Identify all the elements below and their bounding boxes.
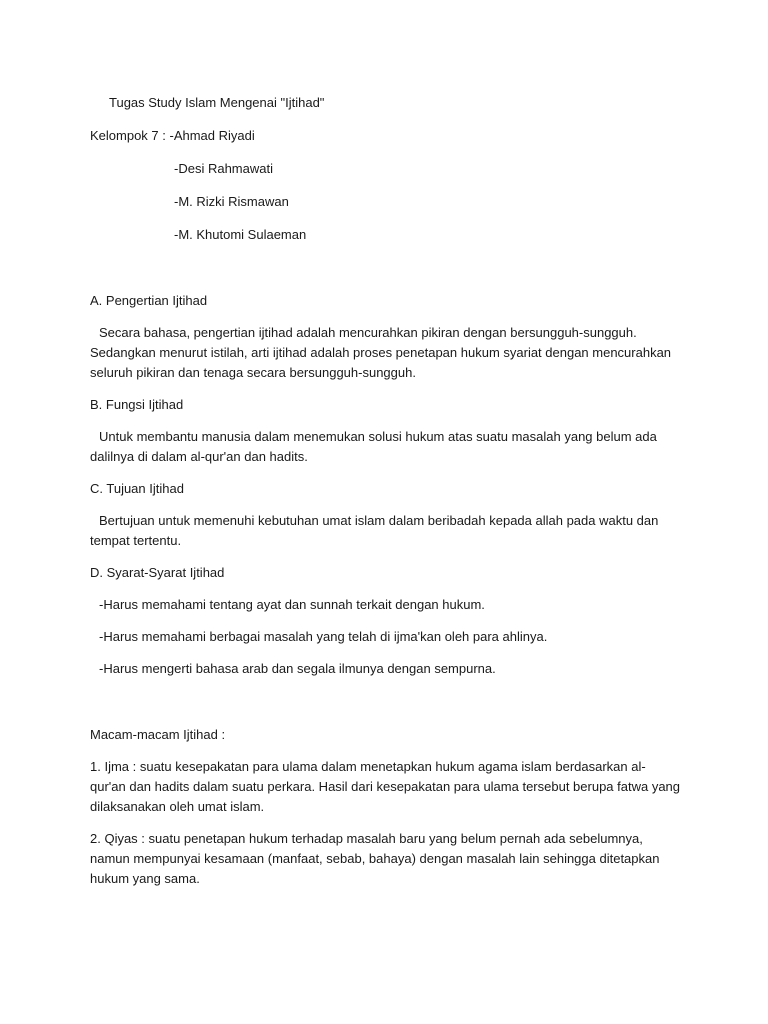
section-c-text: Bertujuan untuk memenuhi kebutuhan umat islam dalam beribadah kepada allah pada waktu dan tempat tertentu. <box>90 513 659 548</box>
group-label: Kelompok 7 : -Ahmad Riyadi <box>90 128 255 143</box>
section-b-heading: B. Fungsi Ijtihad <box>90 397 184 412</box>
section-c-heading: C. Tujuan Ijtihad <box>90 481 184 496</box>
ijtihad-type-item: 1. Ijma : suatu kesepakatan para ulama dalam menetapkan hukum agama islam berdasarkan al-qur'an dan hadits dalam suatu perkara. Hasil dari kesepakatan para ulama tersebut berupa fatwa yang dilaksanakan oleh umat islam. <box>90 759 681 814</box>
group-member: -M. Khutomi Sulaeman <box>174 227 307 242</box>
macam-heading: Macam-macam Ijtihad : <box>90 727 226 742</box>
requirement-item: -Harus memahami berbagai masalah yang telah di ijma'kan oleh para ahlinya. <box>99 629 548 644</box>
document-body <box>90 93 680 901</box>
section-a-text: Secara bahasa, pengertian ijtihad adalah mencurahkan pikiran dengan bersungguh-sungguh. Sedangkan menurut istilah, arti ijtihad adalah proses penetapan hukum syariat dengan mencurahkan seluruh pikiran dan tenaga secara bersungguh-sungguh. <box>90 325 672 380</box>
section-d-heading: D. Syarat-Syarat Ijtihad <box>90 565 225 580</box>
document-title: Tugas Study Islam Mengenai "Ijtihad" <box>109 95 325 110</box>
section-b-text: Untuk membantu manusia dalam menemukan solusi hukum atas suatu masalah yang belum ada dalilnya di dalam al-qur'an dan hadits. <box>90 429 657 464</box>
ijtihad-type-item: 2. Qiyas : suatu penetapan hukum terhadap masalah baru yang belum pernah ada sebelumnya, namun mempunyai kesamaan (manfaat, sebab, bahaya) dengan masalah lain sehingga ditetapkan hukum yang sama. <box>90 831 660 886</box>
requirement-item: -Harus mengerti bahasa arab dan segala ilmunya dengan sempurna. <box>99 661 496 676</box>
section-a-heading: A. Pengertian Ijtihad <box>90 293 208 308</box>
requirement-item: -Harus memahami tentang ayat dan sunnah terkait dengan hukum. <box>99 597 485 612</box>
group-member: -Desi Rahmawati <box>174 161 273 176</box>
group-member: -M. Rizki Rismawan <box>174 194 289 209</box>
